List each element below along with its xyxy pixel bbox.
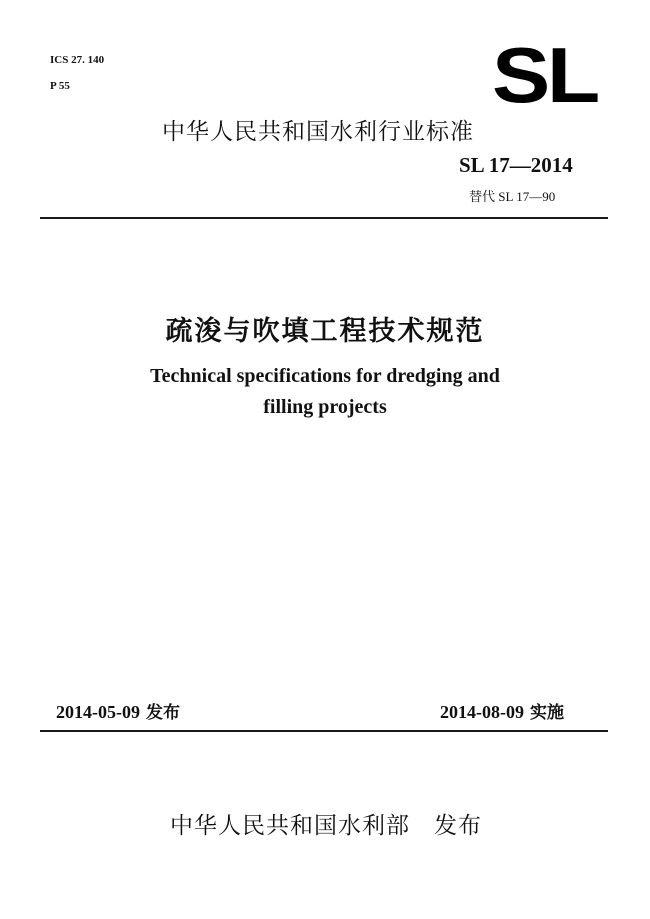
ics-code: ICS 27. 140 xyxy=(50,54,105,66)
standard-number: SL 17—2014 xyxy=(459,153,573,177)
document-title-zh: 疏浚与吹填工程技术规范 xyxy=(165,316,485,347)
industry-standard-heading: 中华人民共和国水利行业标准 xyxy=(162,119,474,145)
document-title-en-line1: Technical specifications for dredging and xyxy=(150,365,500,387)
issue-date-label: 发布 xyxy=(146,703,180,723)
sl-logo: SL xyxy=(492,31,597,119)
publisher-action: 发布 xyxy=(434,813,482,839)
implementation-date-value: 2014-08-09 xyxy=(440,702,524,722)
p-code: P 55 xyxy=(50,80,70,92)
issue-date-value: 2014-05-09 xyxy=(56,702,140,722)
implementation-date-label: 实施 xyxy=(530,703,564,723)
publisher-name: 中华人民共和国水利部 xyxy=(170,813,410,839)
document-title-en-line2: filling projects xyxy=(263,396,387,418)
replaces-note: 替代 SL 17—90 xyxy=(469,189,556,204)
issue-date xyxy=(56,698,180,723)
top-divider xyxy=(40,217,608,219)
publisher xyxy=(170,807,482,840)
implementation-date xyxy=(440,698,564,723)
bottom-divider xyxy=(40,730,608,732)
